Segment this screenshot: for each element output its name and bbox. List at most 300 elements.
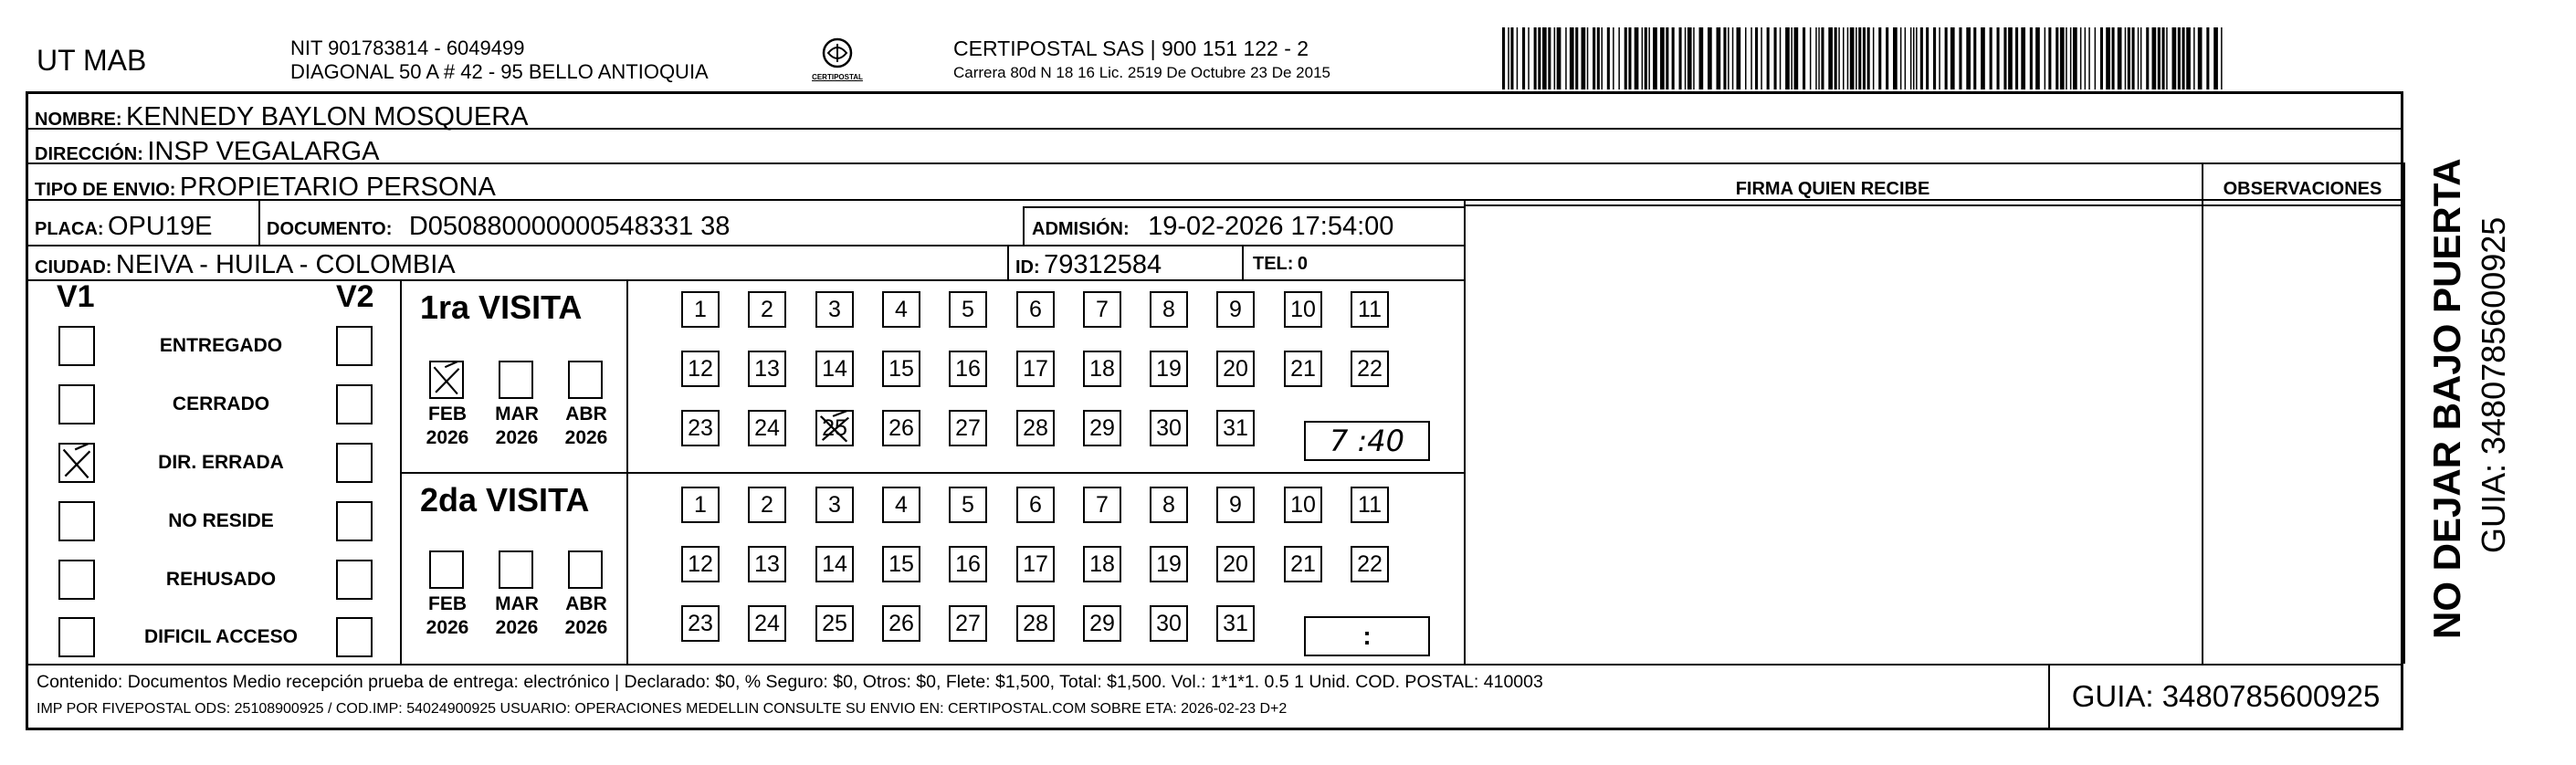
barcode-bar <box>1602 27 1603 89</box>
logo-caption: CERTIPOSTAL <box>812 73 863 81</box>
visit1-day-box[interactable] <box>681 351 720 387</box>
day-number: 4 <box>895 296 908 322</box>
month-year: 2026 <box>495 427 539 448</box>
id-label: ID: <box>1015 257 1040 278</box>
day-number: 15 <box>888 550 914 577</box>
barcode-bar <box>2152 27 2157 89</box>
visit1-title: 1ra VISITA <box>420 288 583 326</box>
barcode-bar <box>1728 27 1730 89</box>
day-number: 9 <box>1229 491 1242 518</box>
visit1-day-box[interactable] <box>815 291 854 328</box>
visit1-month-label <box>489 403 544 450</box>
visit2-day-box[interactable] <box>1351 487 1389 523</box>
visit1-day-box[interactable] <box>882 351 920 387</box>
day-number: 4 <box>895 491 908 518</box>
month-name: FEB <box>428 593 467 614</box>
barcode-bar <box>1557 27 1561 89</box>
v2-checkbox-2[interactable] <box>336 443 373 483</box>
barcode-bar <box>1774 27 1777 89</box>
barcode-bar <box>1873 27 1875 89</box>
barcode-bar <box>1717 27 1721 89</box>
visit2-month-label <box>420 592 475 640</box>
barcode-bar <box>1597 27 1600 89</box>
barcode-bar <box>1737 27 1741 89</box>
visit1-day-box[interactable] <box>681 410 720 446</box>
barcode-bar <box>1502 27 1505 89</box>
admision-value: 19-02-2026 17:54:00 <box>1148 212 1394 241</box>
barcode-bar <box>1554 27 1556 89</box>
barcode-bar <box>1893 27 1898 89</box>
barcode-bar <box>1528 27 1530 89</box>
visit2-day-box[interactable] <box>1284 546 1322 582</box>
ciudad-label: CIUDAD: <box>35 257 112 278</box>
no-dejar-warning: NO DEJAR BAJO PUERTA <box>2425 158 2468 639</box>
barcode-bar <box>2128 27 2130 89</box>
day-number: 24 <box>754 610 780 636</box>
visit2-day-box[interactable] <box>681 605 720 642</box>
barcode-bar <box>1745 27 1747 89</box>
v2-checkbox-0[interactable] <box>336 326 373 366</box>
barcode-bar <box>2008 27 2013 89</box>
footer-impresion: IMP POR FIVEPOSTAL ODS: 25108900925 / COD.IMP: 54024900925 USUARIO: OPERACIONES MEDELLIN CONSULTE SU ENVIO EN: CERTIPOSTAL.COM SOBRE ETA: 2026-02-23 D+2 <box>37 701 1288 717</box>
day-number: 2 <box>761 491 773 518</box>
day-number: 11 <box>1358 296 1382 322</box>
barcode-bar <box>1867 27 1870 89</box>
visit1-day-box[interactable] <box>1083 351 1121 387</box>
visit1-day-box[interactable] <box>1016 351 1055 387</box>
nombre-value: KENNEDY BAYLON MOSQUERA <box>126 102 529 131</box>
barcode-bar <box>2158 27 2161 89</box>
day-number: 23 <box>688 414 713 441</box>
visit2-month-label <box>559 592 614 640</box>
v2-checkbox-5[interactable] <box>336 617 373 657</box>
barcode-bar <box>2095 27 2097 89</box>
day-number: 20 <box>1223 550 1248 577</box>
visit2-day-box[interactable] <box>949 605 987 642</box>
month-name: FEB <box>428 403 467 424</box>
barcode-bar <box>2182 27 2185 89</box>
tipo-envio-row <box>35 173 496 203</box>
visit2-day-box[interactable] <box>949 487 987 523</box>
v1-checkbox-3[interactable] <box>58 501 95 541</box>
barcode-bar <box>1761 27 1762 89</box>
visit1-day-box[interactable] <box>1216 410 1255 446</box>
visit2-day-box[interactable] <box>1150 546 1188 582</box>
id-cell <box>1015 250 1162 280</box>
visit2-day-box[interactable] <box>882 546 920 582</box>
barcode-bar <box>1708 27 1712 89</box>
month-year: 2026 <box>495 617 539 638</box>
visit2-day-box[interactable] <box>1150 605 1188 642</box>
day-number: 9 <box>1229 296 1242 322</box>
barcode-bar <box>1878 27 1881 89</box>
day-number: 12 <box>688 550 713 577</box>
placa-value: OPU19E <box>108 212 213 241</box>
month-year: 2026 <box>564 427 608 448</box>
barcode-bar <box>1723 27 1726 89</box>
barcode-bar <box>1858 27 1861 89</box>
barcode <box>1502 27 2228 89</box>
v2-header: V2 <box>336 279 374 314</box>
visit2-day-box[interactable] <box>1216 546 1255 582</box>
day-number: 7 <box>1096 491 1109 518</box>
direccion-value: INSP VEGALARGA <box>147 137 380 166</box>
day-number: 20 <box>1223 355 1248 382</box>
day-number: 14 <box>822 550 847 577</box>
v1-checkbox-4[interactable] <box>58 560 95 600</box>
barcode-bar <box>1933 27 1936 89</box>
barcode-bar <box>1838 27 1840 89</box>
barcode-bar <box>1548 27 1551 89</box>
placa-cell <box>35 212 212 242</box>
barcode-bar <box>2003 27 2006 89</box>
observaciones-header: OBSERVACIONES <box>2223 179 2382 199</box>
barcode-bar <box>2162 27 2165 89</box>
day-number: 8 <box>1162 296 1175 322</box>
signature-area[interactable] <box>1467 206 2200 662</box>
visit1-day-box[interactable] <box>882 410 920 446</box>
visit2-day-box[interactable] <box>1216 605 1255 642</box>
barcode-bar <box>1913 27 1915 89</box>
barcode-bar <box>1945 27 1948 89</box>
visit1-day-box[interactable] <box>748 410 786 446</box>
company-address: DIAGONAL 50 A # 42 - 95 BELLO ANTIOQUIA <box>290 60 709 83</box>
placa-label: PLACA: <box>35 219 104 239</box>
visit2-day-box[interactable] <box>681 487 720 523</box>
barcode-bar <box>1828 27 1833 89</box>
barcode-bar <box>1981 27 1985 89</box>
barcode-bar <box>1653 27 1657 89</box>
day-number: 24 <box>754 414 780 441</box>
barcode-bar <box>2166 27 2168 89</box>
day-number: 1 <box>694 491 707 518</box>
barcode-bar <box>2045 27 2046 89</box>
day-number: 17 <box>1023 355 1048 382</box>
footer-contenido: Contenido: Documentos Medio recepción prueba de entrega: electrónico | Declarado: $0, % Seguro: $0, Otros: $0, Flete: $1,500, Total: $1,500. Vol.: 1*1*1. 0.5 1 Unid. COD. POSTAL: 410003 <box>37 672 1543 692</box>
day-number: 28 <box>1023 610 1048 636</box>
day-number: 15 <box>888 355 914 382</box>
barcode-bar <box>1732 27 1734 89</box>
barcode-bar <box>1780 27 1782 89</box>
barcode-bar <box>1645 27 1647 89</box>
barcode-bar <box>1575 27 1578 89</box>
barcode-bar <box>2070 27 2072 89</box>
carrier-license: Carrera 80d N 18 16 Lic. 2519 De Octubre 23 De 2015 <box>953 64 1330 81</box>
visit1-day-box[interactable] <box>1150 410 1188 446</box>
visit1-day-box[interactable] <box>1284 291 1322 328</box>
v1-checkbox-5[interactable] <box>58 617 95 657</box>
barcode-bar <box>1522 27 1525 89</box>
barcode-bar <box>1791 27 1793 89</box>
direccion-row <box>35 137 379 167</box>
visit2-day-box[interactable] <box>748 605 786 642</box>
visit1-month-label <box>559 403 614 450</box>
day-number: 25 <box>822 610 847 636</box>
visit1-day-box[interactable] <box>681 291 720 328</box>
v1-checkbox-1[interactable] <box>58 384 95 424</box>
barcode-bar <box>2073 27 2077 89</box>
visit2-day-box[interactable] <box>1083 487 1121 523</box>
barcode-bar <box>2021 27 2025 89</box>
barcode-bar <box>2213 27 2218 89</box>
barcode-bar <box>1818 27 1820 89</box>
status-option-label: DIR. ERRADA <box>158 452 284 473</box>
barcode-bar <box>1810 27 1812 89</box>
day-number: 13 <box>754 355 780 382</box>
visit1-day-box[interactable] <box>949 410 987 446</box>
barcode-bar <box>1847 27 1849 89</box>
visit1-month-checkbox-0[interactable] <box>429 361 464 399</box>
day-number: 10 <box>1290 296 1316 322</box>
barcode-bar <box>1613 27 1614 89</box>
barcode-bar <box>1565 27 1567 89</box>
barcode-bar <box>1642 27 1644 89</box>
barcode-bar <box>1997 27 2000 89</box>
barcode-bar <box>1542 27 1547 89</box>
visit1-day-box[interactable] <box>1216 351 1255 387</box>
visit1-day-box[interactable] <box>1284 351 1322 387</box>
status-option-label: REHUSADO <box>165 569 277 590</box>
barcode-bar <box>1607 27 1610 89</box>
v2-checkbox-1[interactable] <box>336 384 373 424</box>
company-name: UT MAB <box>37 44 147 77</box>
barcode-bar <box>2206 27 2209 89</box>
visit1-day-box[interactable] <box>815 351 854 387</box>
barcode-bar <box>1672 27 1675 89</box>
barcode-bar <box>1679 27 1682 89</box>
visit1-time-box[interactable] <box>1304 421 1430 461</box>
barcode-bar <box>1973 27 1976 89</box>
visit2-day-box[interactable] <box>748 487 786 523</box>
barcode-bar <box>2125 27 2127 89</box>
day-number: 22 <box>1357 355 1383 382</box>
barcode-bar <box>2106 27 2110 89</box>
barcode-bar <box>2140 27 2142 89</box>
barcode-bar <box>1920 27 1923 89</box>
day-number: 16 <box>955 355 981 382</box>
barcode-bar <box>1835 27 1837 89</box>
barcode-bar <box>1950 27 1955 89</box>
barcode-bar <box>1794 27 1799 89</box>
day-number: 27 <box>955 414 981 441</box>
barcode-bar <box>1850 27 1855 89</box>
admision-cell <box>1032 212 1393 242</box>
visit2-day-box[interactable] <box>815 605 854 642</box>
nombre-row <box>35 102 528 132</box>
barcode-bar <box>1587 27 1589 89</box>
visit2-day-box[interactable] <box>1351 546 1389 582</box>
barcode-bar <box>1618 27 1620 89</box>
barcode-bar <box>1751 27 1752 89</box>
visit2-day-box[interactable] <box>1216 487 1255 523</box>
visit2-day-box[interactable] <box>681 546 720 582</box>
day-number: 19 <box>1156 355 1182 382</box>
barcode-bar <box>2221 27 2223 89</box>
certipostal-logo-icon <box>811 35 864 89</box>
day-number: 18 <box>1089 355 1115 382</box>
barcode-bar <box>2048 27 2051 89</box>
barcode-bar <box>1699 27 1704 89</box>
day-number: 18 <box>1089 550 1115 577</box>
visit2-day-box[interactable] <box>882 487 920 523</box>
ciudad-value: NEIVA - HUILA - COLOMBIA <box>115 250 456 279</box>
visit1-day-box[interactable] <box>1216 291 1255 328</box>
barcode-bar <box>1926 27 1929 89</box>
barcode-bar <box>2172 27 2177 89</box>
day-number: 13 <box>754 550 780 577</box>
day-number: 23 <box>688 610 713 636</box>
barcode-bar <box>1570 27 1574 89</box>
id-value: 79312584 <box>1044 250 1162 279</box>
barcode-bar <box>1803 27 1805 89</box>
visit1-day-box[interactable] <box>1150 351 1188 387</box>
tipo-envio-value: PROPIETARIO PERSONA <box>179 173 496 202</box>
barcode-bar <box>1688 27 1692 89</box>
day-number: 21 <box>1290 355 1316 382</box>
status-option-label: CERRADO <box>172 393 270 414</box>
visit1-day-box[interactable] <box>1016 291 1055 328</box>
barcode-bar <box>1856 27 1857 89</box>
day-number: 5 <box>962 296 974 322</box>
visit1-day-box[interactable] <box>1083 410 1121 446</box>
visit2-day-box[interactable] <box>748 546 786 582</box>
barcode-bar <box>2112 27 2115 89</box>
barcode-bar <box>2193 27 2195 89</box>
status-option-label: DIFICIL ACCESO <box>143 626 298 647</box>
day-number: 3 <box>828 296 841 322</box>
barcode-bar <box>1843 27 1845 89</box>
v1-checkbox-0[interactable] <box>58 326 95 366</box>
day-number: 3 <box>828 491 841 518</box>
visit2-month-checkbox-0[interactable] <box>429 550 464 589</box>
visit1-day-box[interactable] <box>1351 351 1389 387</box>
barcode-bar <box>2178 27 2181 89</box>
visit2-time: : <box>1362 622 1372 650</box>
v1-checkbox-2[interactable] <box>58 443 95 483</box>
visit1-day-box[interactable] <box>882 291 920 328</box>
visit1-day-box[interactable] <box>949 351 987 387</box>
visit2-day-box[interactable] <box>949 546 987 582</box>
visit2-day-box[interactable] <box>1016 487 1055 523</box>
v2-checkbox-3[interactable] <box>336 501 373 541</box>
visit1-day-box[interactable] <box>748 351 786 387</box>
carrier-name: CERTIPOSTAL SAS | 900 151 122 - 2 <box>953 37 1309 60</box>
day-number: 27 <box>955 610 981 636</box>
day-number: 16 <box>955 550 981 577</box>
barcode-bar <box>2066 27 2067 89</box>
barcode-bar <box>1510 27 1513 89</box>
barcode-bar <box>2060 27 2065 89</box>
visit2-month-checkbox-1[interactable] <box>499 550 533 589</box>
visit2-day-box[interactable] <box>1083 605 1121 642</box>
barcode-bar <box>2138 27 2140 89</box>
visit1-month-checkbox-2[interactable] <box>568 361 603 399</box>
v2-checkbox-4[interactable] <box>336 560 373 600</box>
barcode-bar <box>1815 27 1817 89</box>
barcode-bar <box>1635 27 1639 89</box>
visit2-month-checkbox-2[interactable] <box>568 550 603 589</box>
barcode-bar <box>2035 27 2040 89</box>
barcode-bar <box>1685 27 1687 89</box>
nombre-label: NOMBRE: <box>35 110 122 130</box>
barcode-bar <box>1660 27 1665 89</box>
visit2-day-box[interactable] <box>1016 605 1055 642</box>
visit1-day-box[interactable] <box>815 410 854 446</box>
barcode-bar <box>1821 27 1824 89</box>
visit1-day-box[interactable] <box>1150 291 1188 328</box>
visit1-day-box[interactable] <box>1016 410 1055 446</box>
barcode-bar <box>1508 27 1509 89</box>
day-number: 31 <box>1223 414 1248 441</box>
barcode-bar <box>2146 27 2149 89</box>
barcode-bar <box>1990 27 1992 89</box>
barcode-bar <box>2030 27 2033 89</box>
month-year: 2026 <box>426 427 469 448</box>
day-number: 22 <box>1357 550 1383 577</box>
barcode-bar <box>1785 27 1790 89</box>
side-guia: GUIA: 3480785600925 <box>2475 216 2512 553</box>
barcode-bar <box>1755 27 1758 89</box>
barcode-bar <box>1886 27 1888 89</box>
day-number: 14 <box>822 355 847 382</box>
day-number: 7 <box>1096 296 1109 322</box>
barcode-bar <box>2118 27 2122 89</box>
visit1-month-checkbox-1[interactable] <box>499 361 533 399</box>
barcode-bar <box>1939 27 1940 89</box>
admision-label: ADMISIÓN: <box>1032 219 1130 239</box>
visit2-time-box[interactable] <box>1304 616 1430 656</box>
visit1-day-box[interactable] <box>748 291 786 328</box>
barcode-bar <box>1693 27 1695 89</box>
visit2-day-box[interactable] <box>1150 487 1188 523</box>
visit1-day-box[interactable] <box>949 291 987 328</box>
barcode-bar <box>1624 27 1627 89</box>
month-year: 2026 <box>426 617 469 638</box>
day-number: 11 <box>1358 491 1382 518</box>
barcode-bar <box>1534 27 1537 89</box>
footer-guia: GUIA: 3480785600925 <box>2071 679 2381 713</box>
barcode-bar <box>2198 27 2203 89</box>
visit2-day-box[interactable] <box>815 546 854 582</box>
month-year: 2026 <box>564 617 608 638</box>
visit1-day-box[interactable] <box>1351 291 1389 328</box>
visit1-day-box[interactable] <box>1083 291 1121 328</box>
barcode-bar <box>2056 27 2058 89</box>
day-number: 5 <box>962 491 974 518</box>
day-number: 30 <box>1156 414 1182 441</box>
visit2-day-box[interactable] <box>1016 546 1055 582</box>
observations-area[interactable] <box>2204 206 2402 662</box>
day-number: 29 <box>1089 414 1115 441</box>
ciudad-cell <box>35 250 456 280</box>
visit2-day-box[interactable] <box>882 605 920 642</box>
day-number: 1 <box>694 296 707 322</box>
day-number: 8 <box>1162 491 1175 518</box>
tel-label: TEL: <box>1253 254 1294 274</box>
visit2-day-box[interactable] <box>1284 487 1322 523</box>
barcode-bar <box>1538 27 1540 89</box>
visit2-title: 2da VISITA <box>420 481 590 519</box>
barcode-bar <box>2100 27 2103 89</box>
visit2-day-box[interactable] <box>815 487 854 523</box>
x-check-mark <box>60 445 93 481</box>
visit2-day-box[interactable] <box>1083 546 1121 582</box>
barcode-bar <box>1593 27 1595 89</box>
barcode-bar <box>1628 27 1631 89</box>
barcode-bar <box>1582 27 1586 89</box>
day-number: 19 <box>1156 550 1182 577</box>
tel-cell <box>1253 254 1308 275</box>
